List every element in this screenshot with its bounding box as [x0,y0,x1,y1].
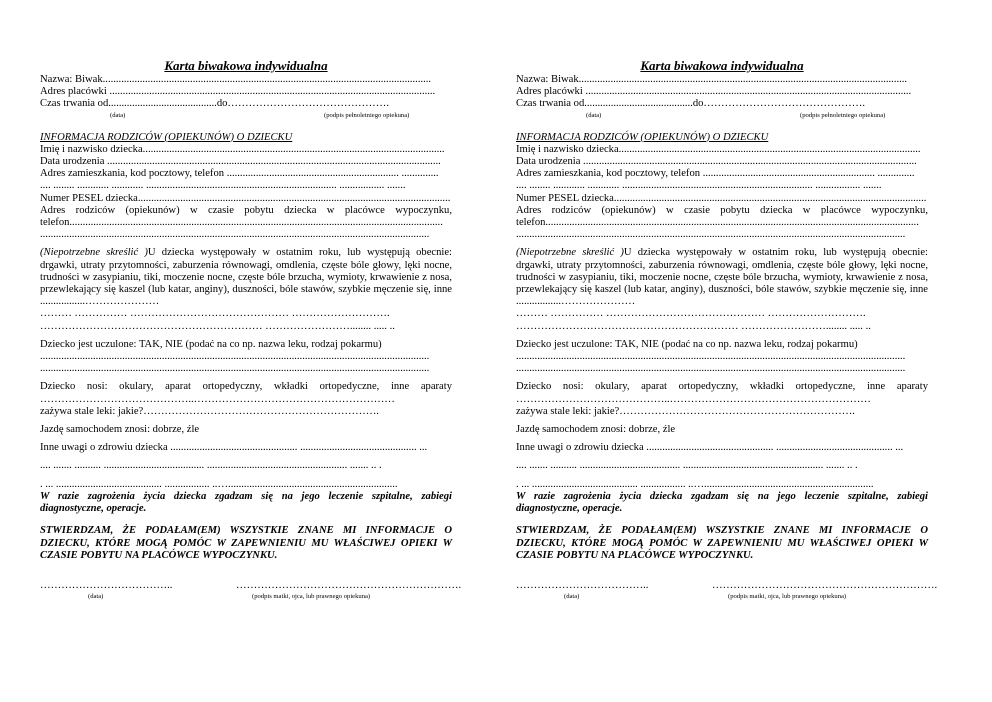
parents-info-heading: INFORMACJA RODZICÓW (OPIEKUNÓW) O DZIECKU [40,131,293,143]
bivouac-card-right [516,58,938,600]
signature-block [516,579,938,600]
parents-address-field: Adres rodziców (opiekunów) w czasie pobytu dziecka w placówce wypoczynku, [40,204,452,216]
dotted-line: .... ....... .......... ...................................... ..................................................... ....... .. . [516,460,858,472]
date-caption: (data) [564,592,580,600]
date-caption: (data) [110,111,126,119]
dotted-line: ……………………………………………………… ……………………........ ..... .. [40,320,395,332]
birth-date-field: Data urodzenia .............................................................................................................................. [40,156,441,168]
bivouac-card-left [40,58,462,600]
pesel-field: Numer PESEL dziecka...................................................................................................................... [40,192,451,204]
dotted-line: .... ....... .......... ...................................... ..................................................... ....... .. . [40,460,382,472]
card-title: Karta biwakowa indywidualna [164,58,328,73]
car-travel-field: Jazdę samochodem znosi: dobrze, źle [516,424,676,436]
dotted-line: ................................................................................................................................................... [40,229,430,241]
home-address-field: Adres zamieszkania, kod pocztowy, telefon ................................................................. .............. [40,168,439,180]
dotted-line: . ... ........................................ ................. ..…................................................................ [516,478,874,490]
home-address-field: Adres zamieszkania, kod pocztowy, telefon ................................................................. .............. [516,168,915,180]
car-travel-field: Jazdę samochodem znosi: dobrze, źle [40,424,200,436]
allergy-field: Dziecko jest uczulone: TAK, NIE (podać na co np. nazwa leku, rodzaj pokarmu) [516,338,858,350]
parent-signature-line: ………………………………………………………. [236,579,462,591]
parents-address-field: Adres rodziców (opiekunów) w czasie pobytu dziecka w placówce wypoczynku, [516,204,928,216]
pesel-field: Numer PESEL dziecka...................................................................................................................... [516,192,927,204]
dotted-line: .... ........ ............ ............ ........................................................................ ................. ....... [516,180,882,192]
card-title: Karta biwakowa indywidualna [640,58,804,73]
guardian-signature-caption: (podpis pełnoletniego opiekuna) [324,111,410,119]
dotted-line: .... ........ ............ ............ ........................................................................ ................. ....... [40,180,406,192]
name-field: Nazwa: Biwak............................................................................................................................ [40,74,432,85]
dotted-line: ................................................................................................................................................... [516,363,906,375]
treatment-consent-text: W razie zagrożenia życia dziecka zgadzam się na jego leczenie szpitalne, zabiegi diagnostyczne, operacje. [516,490,928,515]
parent-signature-caption: (podpis matki, ojca, lub prawnego opiekuna) [728,592,847,600]
aids-field: Dziecko nosi: okulary, aparat ortopedyczny, wkładki ortopedyczne, inne aparaty [516,381,928,393]
health-notes-field: Inne uwagi o zdrowiu dziecka ................................................ ............................................ ... [40,442,428,454]
date-signature-line: ……………………………….. [40,579,173,591]
name-field: Nazwa: Biwak............................................................................................................................ [516,74,908,85]
allergy-field: Dziecko jest uczulone: TAK, NIE (podać na co np. nazwa leku, rodzaj pokarmu) [40,338,382,350]
date-caption: (data) [88,592,104,600]
duration-field: Czas trwania od.........................................do………………………………………. [516,98,865,110]
health-paragraph [40,247,452,308]
aids-field: Dziecko nosi: okulary, aparat ortopedyczny, wkładki ortopedyczne, inne aparaty [40,381,452,393]
health-text: U dziecka występowały w ostatnim roku, lub występują obecnie: drgawki, utraty przytomności, zaburzenia równowagi, omdlenia, częste bóle głowy, lęki nocne, trudności w zasypianiu, tiki, moczenie nocne, częste bóle brzucha, wymioty, krwawienie z nosa, przewlekający się kaszel (lub katar, anginy), duszności, bóle stawów, szybkie męczenie się, inne .................………………… [516,247,928,308]
date-caption: (data) [586,111,602,119]
dotted-line: ……… …………… ……………………………………… ………………………. [40,308,390,320]
child-name-field: Imię i nazwisko dziecka.................................................................................................................. [40,143,445,155]
dotted-line: ……………………………………..………………………………………………… [40,393,395,405]
phone-field: telefon............................................................................................................................................. [40,217,443,229]
dotted-line: ................................................................................................................................................... [40,351,430,363]
parents-info-heading: INFORMACJA RODZICÓW (OPIEKUNÓW) O DZIECKU [516,131,769,143]
medication-field: zażywa stale leki: jakie?…………………………………………………………. [516,405,855,417]
birth-date-field: Data urodzenia .............................................................................................................................. [516,156,917,168]
phone-field: telefon............................................................................................................................................. [516,217,919,229]
dotted-line: ……………………………………………………… ……………………........ ..... .. [516,320,871,332]
cross-out-note: (Niepotrzebne skreślić ) [40,247,148,259]
health-text: U dziecka występowały w ostatnim roku, lub występują obecnie: drgawki, utraty przytomności, zaburzenia równowagi, omdlenia, częste bóle głowy, lęki nocne, trudności w zasypianiu, tiki, moczenie nocne, częste bóle brzucha, wymioty, krwawienie z nosa, przewlekający się kaszel (lub katar, anginy), duszności, bóle stawów, szybkie męczenie się, inne .................………………… [40,247,452,308]
dotted-line: ……………………………………..………………………………………………… [516,393,871,405]
treatment-consent-text: W razie zagrożenia życia dziecka zgadzam się na jego leczenie szpitalne, zabiegi diagnostyczne, operacje. [40,490,452,515]
health-notes-field: Inne uwagi o zdrowiu dziecka ................................................ ............................................ ... [516,442,904,454]
guardian-signature-caption: (podpis pełnoletniego opiekuna) [800,111,886,119]
dotted-line: ................................................................................................................................................... [516,351,906,363]
parent-signature-caption: (podpis matki, ojca, lub prawnego opiekuna) [252,592,371,600]
duration-field: Czas trwania od.........................................do………………………………………. [40,98,389,110]
signature-captions-row [516,111,928,120]
parent-signature-line: ………………………………………………………. [712,579,938,591]
facility-address-field: Adres placówki ........................................................................................................................... [516,86,912,98]
dotted-line: ................................................................................................................................................... [40,363,430,375]
medication-field: zażywa stale leki: jakie?…………………………………………………………. [40,405,379,417]
date-signature-line: ……………………………….. [516,579,649,591]
health-paragraph [516,247,928,308]
dotted-line: . ... ........................................ ................. ..…................................................................ [40,478,398,490]
declaration-text: STWIERDZAM, ŻE PODAŁAM(EM) WSZYSTKIE ZNANE MI INFORMACJE O DZIECKU, KTÓRE MOGĄ POMÓC W ZAPEWNIENIU MU WŁAŚCIWEJ OPIEKI W CZASIE POBYTU NA PLACÓWCE WYPOCZYNKU. [516,525,928,561]
dotted-line: ……… …………… ……………………………………… ………………………. [516,308,866,320]
dotted-line: ................................................................................................................................................... [516,229,906,241]
signature-block [40,579,462,600]
child-name-field: Imię i nazwisko dziecka.................................................................................................................. [516,143,921,155]
facility-address-field: Adres placówki ........................................................................................................................... [40,86,436,98]
cross-out-note: (Niepotrzebne skreślić ) [516,247,624,259]
declaration-text: STWIERDZAM, ŻE PODAŁAM(EM) WSZYSTKIE ZNANE MI INFORMACJE O DZIECKU, KTÓRE MOGĄ POMÓC W ZAPEWNIENIU MU WŁAŚCIWEJ OPIEKI W CZASIE POBYTU NA PLACÓWCE WYPOCZYNKU. [40,525,452,561]
signature-captions-row [40,111,452,120]
